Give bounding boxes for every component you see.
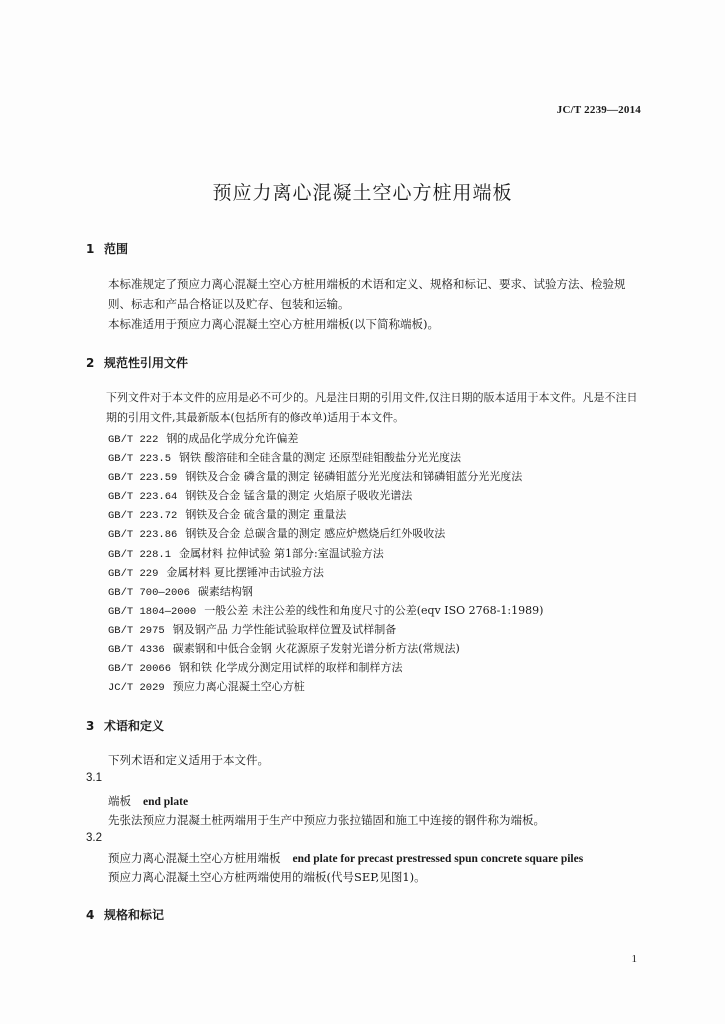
reference-item <box>108 582 543 601</box>
reference-title: 钢铁及合金 锰含量的测定 火焰原子吸收光谱法 <box>185 489 413 503</box>
section-2-heading <box>86 354 188 371</box>
page-number: 1 <box>631 953 637 965</box>
reference-code: GB/T 2975 <box>108 624 165 637</box>
reference-code: GB/T 20066 <box>108 663 172 676</box>
document-title: 预应力离心混凝土空心方桩用端板 <box>212 182 513 204</box>
reference-code: GB/T 223.59 <box>108 472 178 485</box>
section-title: 规格和标记 <box>104 908 165 922</box>
section-3-intro: 下列术语和定义适用于本文件。 <box>108 753 269 767</box>
section-4-heading <box>86 906 164 923</box>
paragraph: 本标准适用于预应力离心混凝土空心方桩用端板(以下简称端板)。 <box>108 317 439 331</box>
reference-code: GB/T 223.72 <box>108 510 178 523</box>
reference-item <box>108 544 543 563</box>
term-number: 3.2 <box>86 832 102 844</box>
reference-title: 金属材料 拉伸试验 第1部分:室温试验方法 <box>179 546 384 560</box>
section-title: 范围 <box>104 242 129 256</box>
section-1-body <box>86 274 642 334</box>
reference-list <box>108 429 543 696</box>
reference-item <box>108 601 543 620</box>
reference-code: GB/T 4336 <box>108 644 165 657</box>
term-number: 3.1 <box>86 772 102 784</box>
reference-item <box>108 677 543 696</box>
term-name <box>108 793 188 809</box>
section-number: 3 <box>86 719 95 733</box>
reference-title: 一般公差 未注公差的线性和角度尺寸的公差(eqv ISO 2768-1:1989) <box>204 603 544 617</box>
section-number: 1 <box>86 242 95 256</box>
term-definition: 预应力离心混凝土空心方桩两端使用的端板(代号SEP,见图1)。 <box>108 870 426 884</box>
section-title: 术语和定义 <box>104 719 165 733</box>
reference-title: 钢的成品化学成分允许偏差 <box>166 432 299 445</box>
reference-title: 碳素钢和中低合金钢 火花源原子发射光谱分析方法(常规法) <box>172 642 460 656</box>
term-zh: 预应力离心混凝土空心方桩用端板 <box>108 851 281 865</box>
reference-title: 钢及钢产品 力学性能试验取样位置及试样制备 <box>172 622 397 636</box>
reference-item <box>108 524 543 543</box>
section-1-heading <box>86 240 128 257</box>
paragraph: 下列文件对于本文件的应用是必不可少的。凡是注日期的引用文件,仅注日期的版本适用于本文件。凡是不注日期的引用文件,其最新版本(包括所有的修改单)适用于本文件。 <box>106 391 638 424</box>
reference-item <box>108 467 543 486</box>
reference-item <box>108 658 543 677</box>
reference-title: 钢铁及合金 总碳含量的测定 感应炉燃烧后红外吸收法 <box>185 527 446 541</box>
reference-code: GB/T 222 <box>108 434 159 446</box>
reference-title: 钢铁 酸溶硅和全硅含量的测定 还原型硅钼酸盐分光光度法 <box>179 451 462 465</box>
term-definition: 先张法预应力混凝土桩两端用于生产中预应力张拉锚固和施工中连接的钢件称为端板。 <box>108 813 545 827</box>
term-zh: 端板 <box>108 794 131 808</box>
section-title: 规范性引用文件 <box>104 356 189 370</box>
reference-code: GB/T 1804—2000 <box>108 605 197 618</box>
reference-title: 金属材料 夏比摆锤冲击试验方法 <box>166 565 324 579</box>
term-name <box>108 850 583 866</box>
section-number: 2 <box>86 356 95 370</box>
section-3-heading <box>86 717 164 734</box>
reference-title: 预应力离心混凝土空心方桩 <box>172 680 305 694</box>
reference-code: GB/T 223.64 <box>108 491 178 504</box>
reference-code: GB/T 700—2006 <box>108 586 190 599</box>
paragraph: 本标准规定了预应力离心混凝土空心方桩用端板的术语和定义、规格和标记、要求、试验方法、检验规则、标志和产品合格证以及贮存、包装和运输。 <box>108 277 626 311</box>
reference-item <box>108 429 543 448</box>
reference-code: GB/T 229 <box>108 567 159 580</box>
reference-title: 碳素结构钢 <box>197 584 253 598</box>
standard-number: JC/T 2239—2014 <box>556 104 641 116</box>
reference-title: 钢和铁 化学成分测定用试样的取样和制样方法 <box>179 661 403 675</box>
reference-code: JC/T 2029 <box>108 682 165 695</box>
section-number: 4 <box>86 908 95 922</box>
section-2-intro <box>84 388 646 428</box>
reference-code: GB/T 223.5 <box>108 453 172 466</box>
reference-item <box>108 620 543 639</box>
term-en: end plate for precast prestressed spun concrete square piles <box>292 853 584 865</box>
reference-item <box>108 563 543 582</box>
reference-code: GB/T 228.1 <box>108 548 172 561</box>
reference-code: GB/T 223.86 <box>108 529 178 542</box>
reference-item <box>108 486 543 505</box>
reference-item <box>108 639 543 658</box>
reference-item <box>108 448 543 467</box>
reference-title: 钢铁及合金 硫含量的测定 重量法 <box>185 508 347 522</box>
reference-item <box>108 505 543 524</box>
reference-title: 钢铁及合金 磷含量的测定 铋磷钼蓝分光光度法和锑磷钼蓝分光光度法 <box>185 470 523 484</box>
term-en: end plate <box>143 796 189 808</box>
